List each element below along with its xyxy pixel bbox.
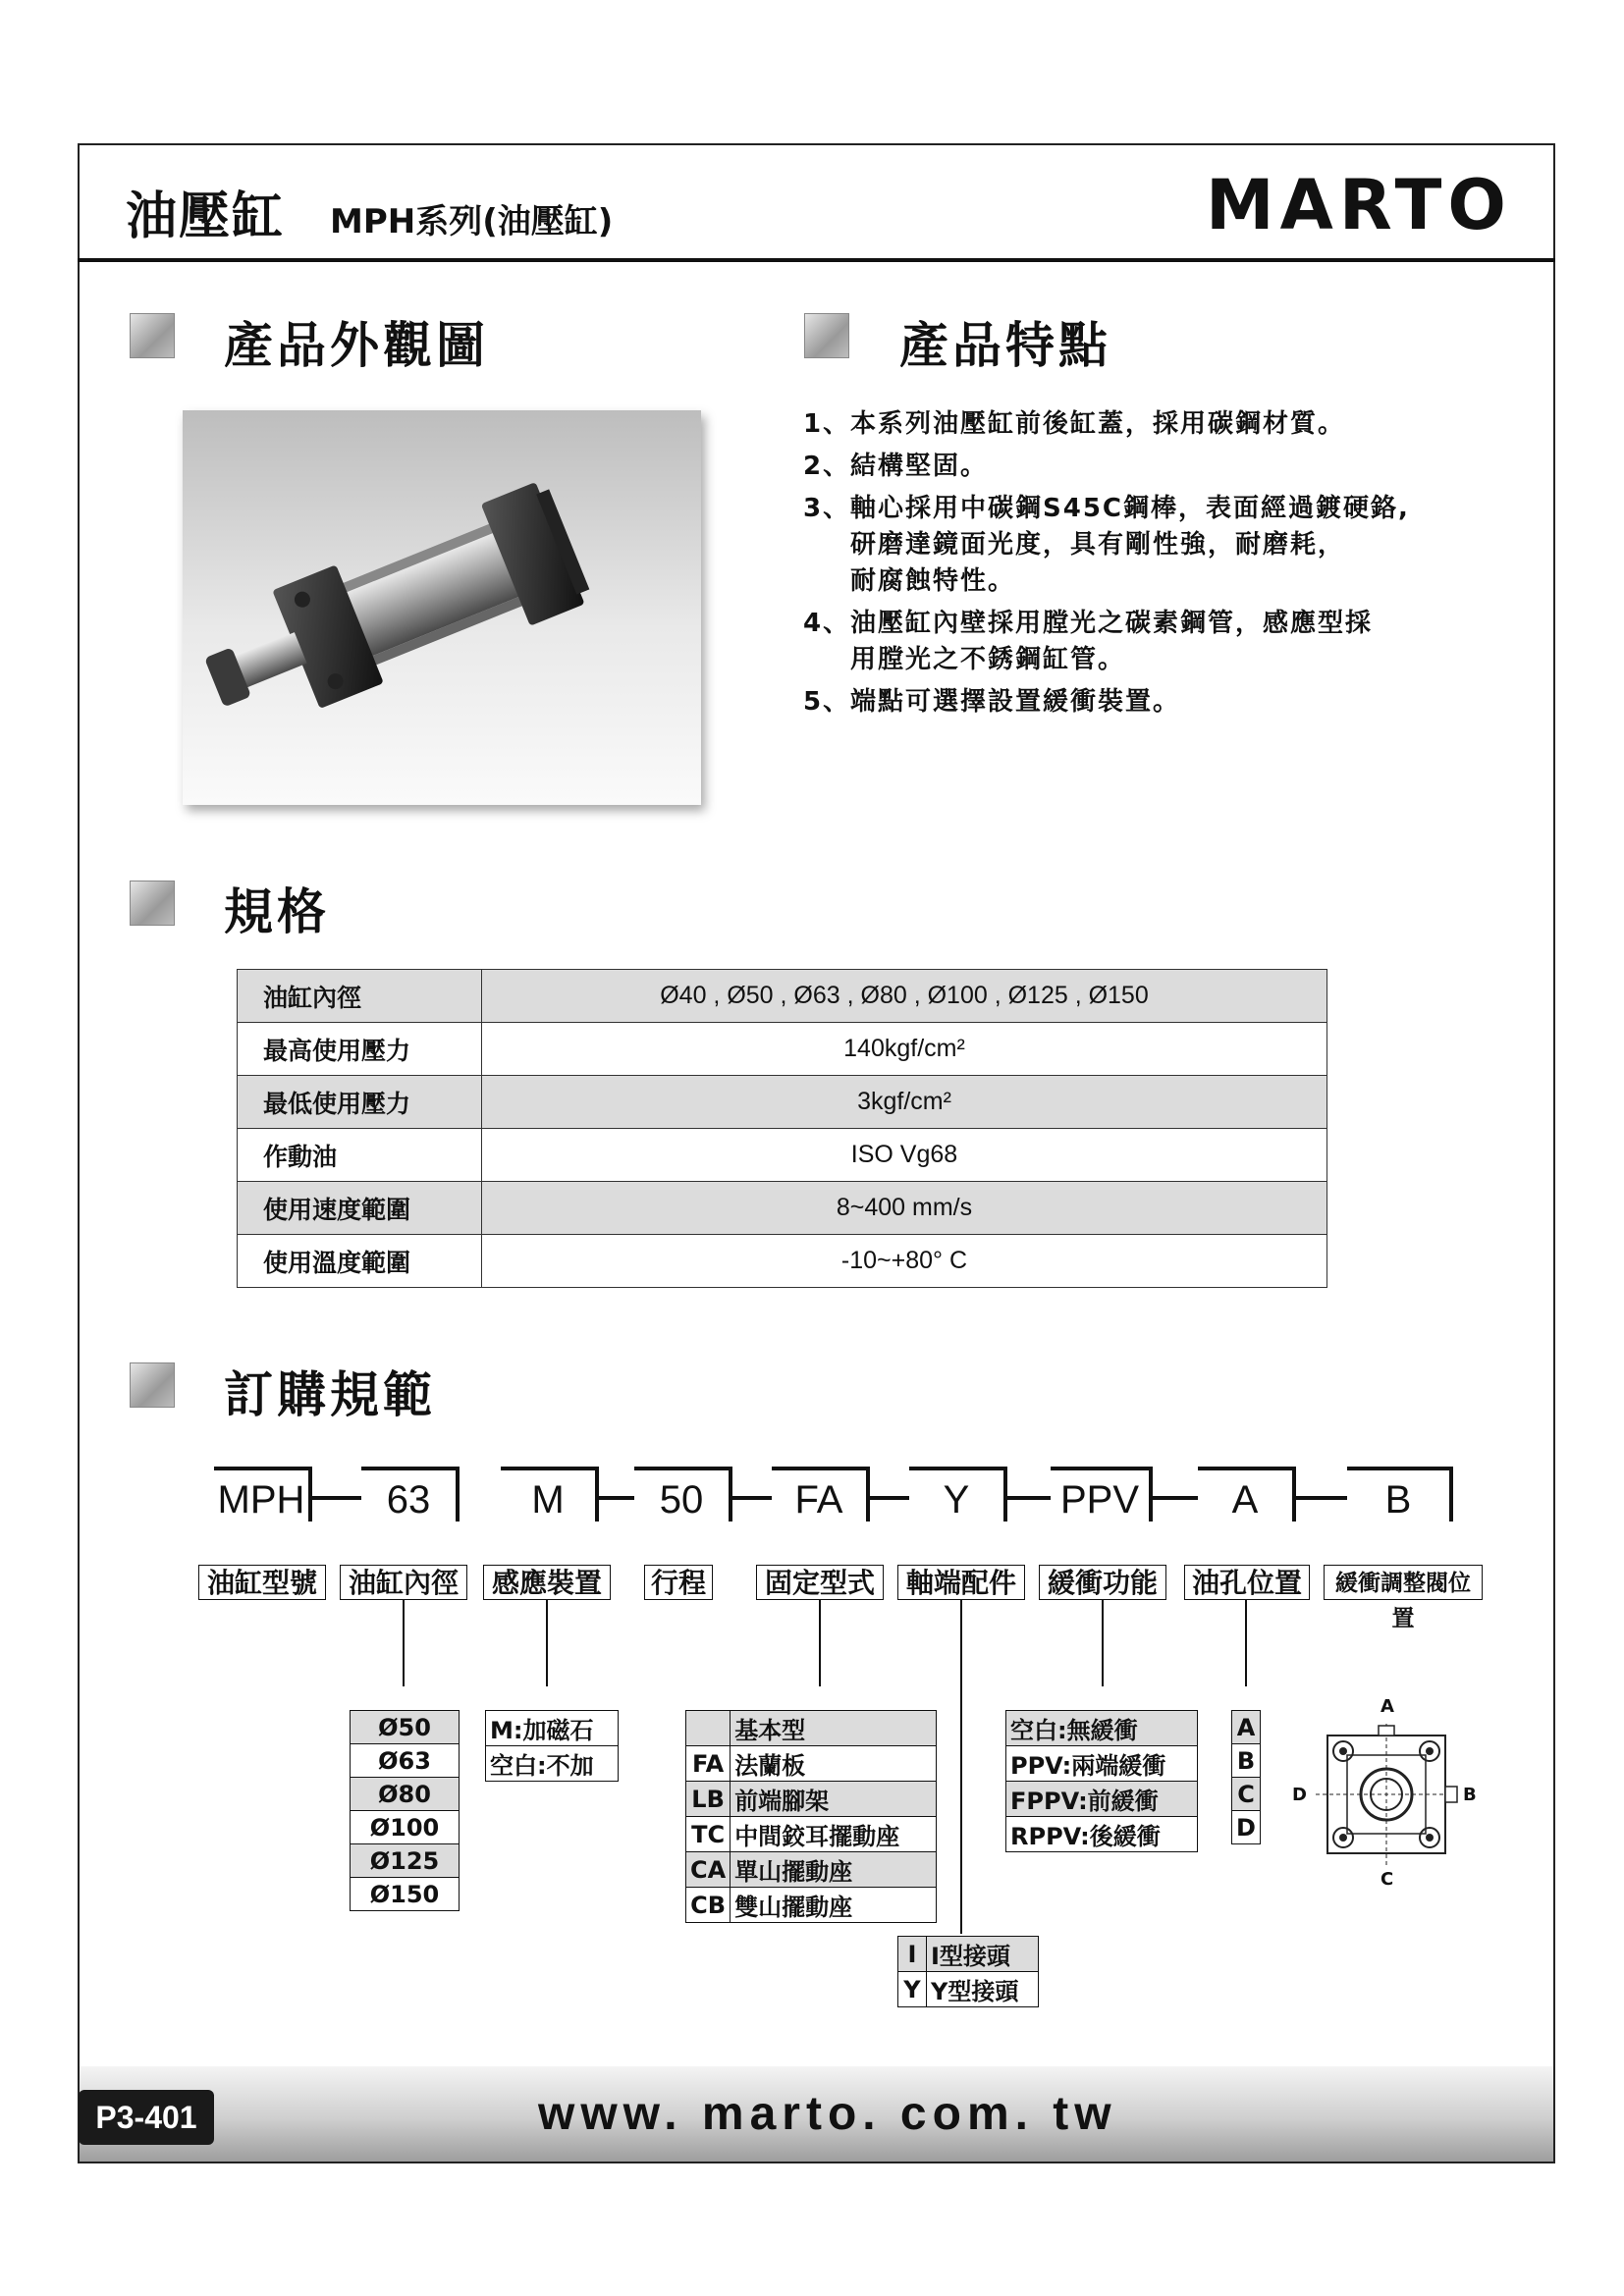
order-code-cushion: PPV (1051, 1467, 1153, 1522)
website-url[interactable]: www. marto. com. tw (538, 2088, 1117, 2140)
bore-options-table (350, 1710, 460, 1911)
field-label-sensor: 感應裝置 (483, 1565, 611, 1600)
section-square-icon (130, 881, 175, 926)
port-options-table (1231, 1710, 1261, 1844)
section-title-appearance: 產品外觀圖 (224, 317, 489, 374)
bore-option: Ø100 (351, 1811, 460, 1844)
field-label-port: 油孔位置 (1184, 1565, 1310, 1600)
feature-item: 2、結構堅固。 (803, 452, 989, 481)
order-code-valve: B (1347, 1467, 1453, 1522)
table-row (238, 1023, 1327, 1076)
port-option: A (1232, 1711, 1261, 1744)
spec-label: 最低使用壓力 (238, 1076, 482, 1129)
page-number-badge: P3-401 (79, 2090, 214, 2145)
field-label-rod-end: 軸端配件 (897, 1565, 1025, 1600)
rod-end-name: Y型接頭 (927, 1972, 1039, 2007)
rod-end-code: I (898, 1937, 927, 1972)
mount-name: 單山擺動座 (731, 1852, 937, 1888)
spec-value: -10~+80° C (482, 1235, 1327, 1288)
cushion-option: FPPV:前緩衝 (1006, 1782, 1198, 1817)
sensor-option: 空白:不加 (486, 1746, 619, 1782)
feature-item: 4、油壓缸內壁採用膛光之碳素鋼管，感應型採 用膛光之不銹鋼缸管。 (803, 609, 1374, 674)
connector-line (546, 1600, 548, 1686)
mount-name: 法蘭板 (731, 1746, 937, 1782)
section-title-order: 訂購規範 (224, 1366, 436, 1423)
code-separator (1153, 1496, 1198, 1500)
order-code-bore: 63 (361, 1467, 460, 1522)
connector-line (1245, 1600, 1247, 1686)
diagram-label-b: B (1463, 1785, 1477, 1805)
mount-name: 中間鉸耳擺動座 (731, 1817, 937, 1852)
brand-logo: MARTO (1206, 165, 1512, 245)
mount-code: LB (686, 1782, 731, 1817)
port-option: C (1232, 1778, 1261, 1811)
order-code-model: MPH (214, 1467, 312, 1522)
mount-code: CA (686, 1852, 731, 1888)
page-title: 油壓缸 (126, 187, 286, 246)
table-row (238, 1129, 1327, 1182)
mount-code: TC (686, 1817, 731, 1852)
diagram-label-a: A (1380, 1696, 1394, 1717)
mount-name: 雙山擺動座 (731, 1888, 937, 1923)
connector-line (960, 1600, 962, 1934)
table-row (238, 970, 1327, 1023)
sensor-options-table (485, 1710, 619, 1782)
order-code-mount: FA (772, 1467, 870, 1522)
page-subtitle: MPH系列(油壓缸) (330, 202, 614, 241)
bore-option: Ø80 (351, 1778, 460, 1811)
spec-value: Ø40 , Ø50 , Ø63 , Ø80 , Ø100 , Ø125 , Ø150 (482, 970, 1327, 1023)
spec-value: ISO Vg68 (482, 1129, 1327, 1182)
mount-code: FA (686, 1746, 731, 1782)
section-square-icon (130, 1362, 175, 1408)
features-list (803, 406, 1410, 726)
spec-value: 3kgf/cm² (482, 1076, 1327, 1129)
cylinder-end-view-icon (1288, 1696, 1485, 1893)
bore-option: Ø63 (351, 1744, 460, 1778)
bore-option: Ø125 (351, 1844, 460, 1878)
field-label-mount: 固定型式 (756, 1565, 884, 1600)
sensor-option: M:加磁石 (486, 1711, 619, 1746)
mount-code (686, 1711, 731, 1746)
field-label-bore: 油缸內徑 (340, 1565, 467, 1600)
spec-label: 油缸內徑 (238, 970, 482, 1023)
mount-options-table (685, 1710, 937, 1923)
spec-label: 作動油 (238, 1129, 482, 1182)
code-separator (599, 1496, 634, 1500)
order-code-port: A (1198, 1467, 1296, 1522)
table-row (238, 1182, 1327, 1235)
diagram-label-d: D (1292, 1785, 1307, 1805)
rod-end-name: I型接頭 (927, 1937, 1039, 1972)
code-separator (312, 1496, 361, 1500)
spec-label: 使用溫度範圍 (238, 1235, 482, 1288)
field-label-stroke: 行程 (644, 1565, 713, 1600)
field-label-cushion: 緩衝功能 (1039, 1565, 1166, 1600)
product-photo (183, 410, 701, 805)
code-separator (732, 1496, 772, 1500)
code-separator (870, 1496, 909, 1500)
port-option: B (1232, 1744, 1261, 1778)
table-row (238, 1076, 1327, 1129)
mount-name: 前端腳架 (731, 1782, 937, 1817)
bore-option: Ø150 (351, 1878, 460, 1911)
section-title-spec: 規格 (224, 883, 330, 940)
spec-table (237, 969, 1327, 1288)
spec-label: 使用速度範圍 (238, 1182, 482, 1235)
section-square-icon (804, 313, 849, 358)
order-code-rod-end: Y (909, 1467, 1007, 1522)
port-position-diagram (1288, 1696, 1485, 1893)
section-title-features: 產品特點 (899, 317, 1111, 374)
section-square-icon (130, 313, 175, 358)
port-option: D (1232, 1811, 1261, 1844)
field-label-model: 油缸型號 (198, 1565, 326, 1600)
feature-item: 1、本系列油壓缸前後缸蓋，採用碳鋼材質。 (803, 409, 1346, 439)
diagram-label-c: C (1380, 1869, 1394, 1890)
mount-name: 基本型 (731, 1711, 937, 1746)
connector-line (1102, 1600, 1104, 1686)
order-code-sensor: M (501, 1467, 599, 1522)
rod-end-code: Y (898, 1972, 927, 2007)
spec-value: 140kgf/cm² (482, 1023, 1327, 1076)
cushion-option: PPV:兩端緩衝 (1006, 1746, 1198, 1782)
connector-line (403, 1600, 405, 1686)
cushion-option: 空白:無緩衝 (1006, 1711, 1198, 1746)
rod-end-options-table (897, 1936, 1039, 2007)
order-code-stroke: 50 (634, 1467, 732, 1522)
mount-code: CB (686, 1888, 731, 1923)
table-row (238, 1235, 1327, 1288)
connector-line (819, 1600, 821, 1686)
spec-value: 8~400 mm/s (482, 1182, 1327, 1235)
bore-option: Ø50 (351, 1711, 460, 1744)
spec-label: 最高使用壓力 (238, 1023, 482, 1076)
feature-item: 3、軸心採用中碳鋼S45C鋼棒，表面經過鍍硬鉻, 研磨達鏡面光度，具有剛性強，耐磨耗， 耐腐蝕特性。 (803, 494, 1410, 596)
code-separator (1007, 1496, 1051, 1500)
hydraulic-cylinder-image (183, 410, 701, 805)
field-label-valve: 緩衝調整閥位置 (1324, 1565, 1483, 1600)
feature-item: 5、端點可選擇設置緩衝裝置。 (803, 687, 1181, 717)
header-divider (78, 258, 1555, 262)
code-separator (1296, 1496, 1347, 1500)
cushion-option: RPPV:後緩衝 (1006, 1817, 1198, 1852)
cushion-options-table (1005, 1710, 1198, 1852)
